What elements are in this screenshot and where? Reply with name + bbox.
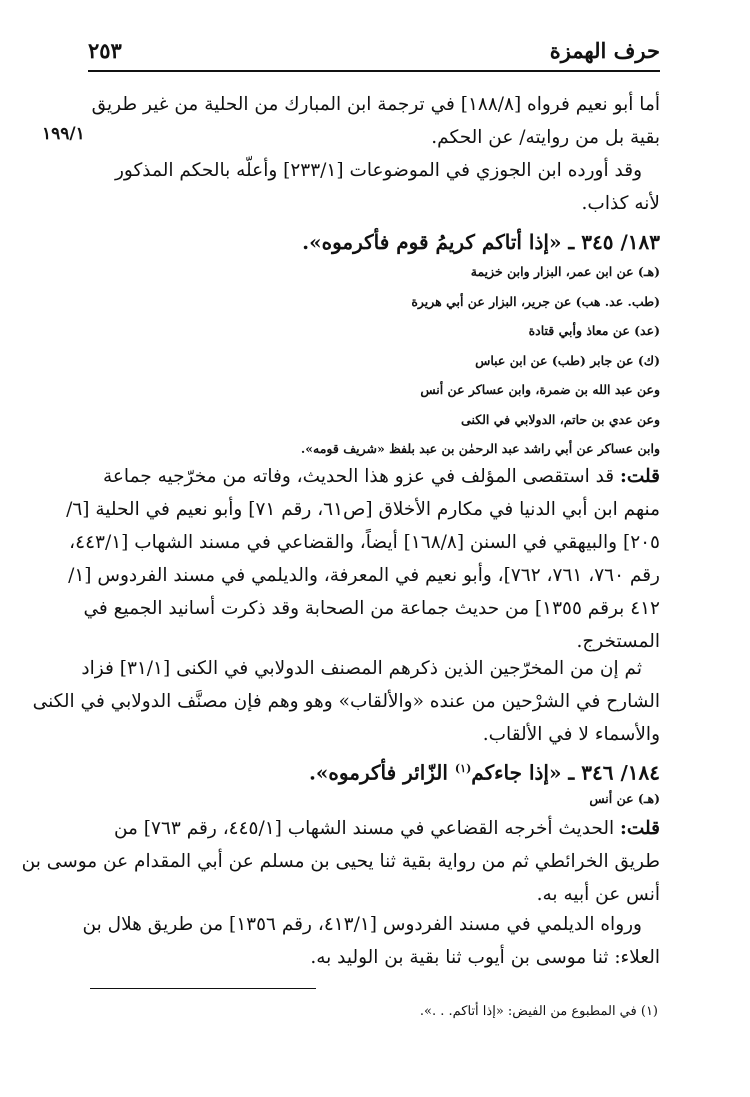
paragraph-daylami [82,908,660,974]
paragraph-dulabi [32,652,660,751]
footnote-divider [90,988,316,989]
text-line: ٤١٢ برقم ١٣٥٥] من حديث جماعة من الصحابة وقد ذكرت أسانيد الجميع في [83,598,660,619]
text-line [88,460,660,493]
source-list-346: (هـ) عن أنس [589,791,660,806]
text-line [88,812,660,845]
text-fragment: قد استقصى المؤلف في عزو هذا الحديث، وفاته من مخرّجيه جماعة [102,466,621,487]
text-line: أنس عن أبيه به. [536,884,660,905]
source-line: (عد) عن معاذ وأبي قتادة [528,323,660,338]
text-line: الشارح في الشرْحين من عنده «والألقاب» وهو وهم فإن مصنَّف الدولابي في الكنى [32,691,660,712]
source-line: وابن عساكر عن أبي راشد عبد الرحمٰن بن عبد بلفظ «شريف قومه». [300,441,660,456]
text-line: المستخرج. [576,631,660,652]
text-line: ٢٠٥] والبيهقي في السنن [١٦٨/٨] أيضاً، والقضاعي في مسند الشهاب [٤٤٣/١، [69,532,660,553]
source-line: وعن عدي بن حاتم، الدولابي في الكنى [461,411,660,427]
hadith-text: الزّائر فأكرموه». [308,760,455,785]
footnote: (١) في المطبوع من الفيض: «إذا أتاكم. . .». [419,1004,658,1019]
paragraph-qultu-1 [66,460,660,658]
text-line: بقية بل من روايته/ عن الحكم. [431,127,660,148]
margin-reference: ١٩٩/١ [42,124,85,144]
source-line: وعن عبد الله بن ضمرة، وابن عساكر عن أنس [420,382,660,397]
qultu-label: قلت: [620,466,660,487]
text-line: طريق الخرائطي ثم من رواية بقية ثنا يحيى بن مسلم عن أبي المقدام عن موسى بن [21,851,660,872]
paragraph-abu-nuaym [88,88,660,220]
source-line: (طب. عد. هب) عن جرير، البزار عن أبي هريرة [411,293,660,309]
source-list-345 [88,257,660,464]
chapter-title: حرف الهمزة [549,38,660,63]
text-line: العلاء: ثنا موسى بن أيوب ثنا بقية بن الوليد به. [310,947,660,968]
text-line: أما أبو نعيم فرواه [١٨٨/٨] في ترجمة ابن المبارك من الحلية من غير طريق [91,94,660,115]
text-line: لأنه كذاب. [581,193,660,214]
text-line: ثم إن من المخرّجين الذين ذكرهم المصنف الدولابي في الكنى [٣١/١] فزاد [81,658,642,679]
text-line: رقم ٧٦٠، ٧٦١، ٧٦٢]، وأبو نعيم في المعرفة، والديلمي في مسند الفردوس [١/ [68,565,660,586]
qultu-label: قلت: [620,818,660,839]
text-fragment: الحديث أخرجه القضاعي في مسند الشهاب [٤٤٥/١، رقم ٧٦٣] من [113,818,621,839]
paragraph-qultu-2 [21,812,660,911]
page-number: ٢٥٣ [88,38,122,63]
text-line: منهم ابن أبي الدنيا في مكارم الأخلاق [ص٦١، رقم ٧١] وأبو نعيم في الحلية [٦/ [66,499,660,520]
source-line: (هـ) عن ابن عمر، البزار وابن خزيمة [470,264,660,279]
running-header [88,30,660,72]
text-line: ورواه الديلمي في مسند الفردوس [٤١٣/١، رقم ١٣٥٦] من طريق هلال بن [82,914,642,935]
hadith-heading-345: ١٨٣/ ٣٤٥ ـ «إذا أتاكم كريمُ قوم فأكرموه». [302,230,660,254]
text-line: وقد أورده ابن الجوزي في الموضوعات [٢٣٣/١] وأعلّه بالحكم المذكور [114,160,642,181]
source-line: (ك) عن جابر (طب) عن ابن عباس [475,352,660,368]
text-line: والأسماء لا في الألقاب. [482,724,660,745]
footnote-marker: (١) [454,762,472,775]
hadith-text: ١٨٤/ ٣٤٦ ـ «إذا جاءكم [471,760,660,785]
